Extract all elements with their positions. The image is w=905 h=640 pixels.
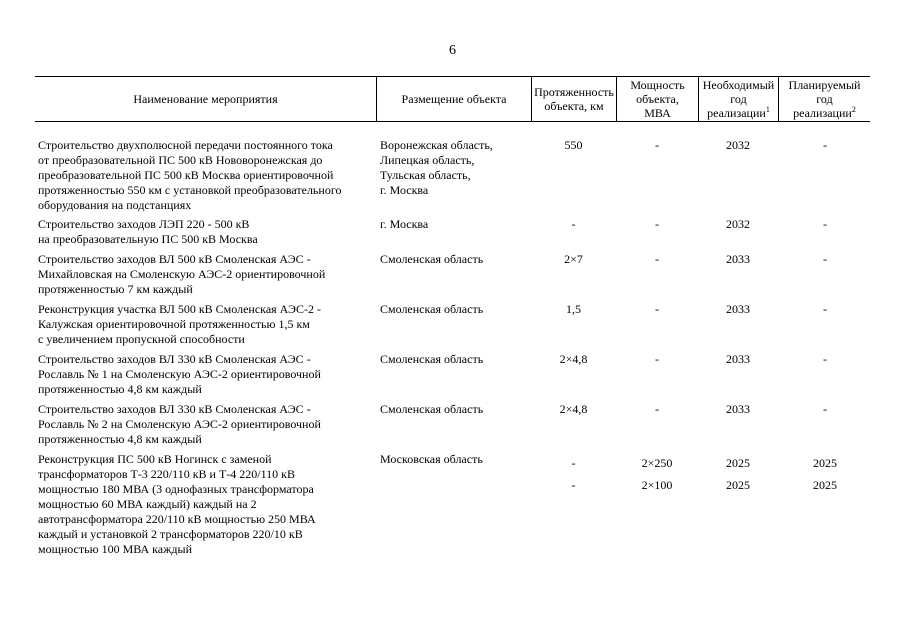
event-name-cell — [38, 402, 378, 447]
planned-year-cell: - — [823, 252, 827, 266]
location-line: Смоленская область — [380, 352, 484, 366]
event-name-line: мощностью 60 МВА каждый) каждый на 2 — [38, 497, 257, 511]
header-length-line: объекта, км — [544, 99, 604, 113]
required-year-cell: 2032 — [726, 217, 750, 231]
location-line: Смоленская область — [380, 302, 484, 316]
location-cell — [380, 402, 530, 417]
power-cell: - — [655, 352, 659, 366]
header-required-year-line: год — [730, 92, 747, 106]
footnote-marker: 1 — [765, 105, 770, 114]
event-name-line: Рославль № 1 на Смоленскую АЭС-2 ориентировочной — [38, 367, 321, 381]
planned-year-cell: - — [823, 138, 827, 152]
table-header-bottom-rule — [35, 121, 870, 122]
location-cell — [380, 252, 530, 267]
header-event-name-label: Наименование мероприятия — [133, 92, 278, 106]
event-name-line: Михайловская на Смоленскую АЭС-2 ориентировочной — [38, 267, 326, 281]
event-name-line: Рославль № 2 на Смоленскую АЭС-2 ориентировочной — [38, 417, 321, 431]
power-cell: - — [655, 302, 659, 316]
location-line: Смоленская область — [380, 402, 484, 416]
location-line: г. Москва — [380, 217, 429, 231]
planned-year-value: 2025 — [813, 478, 837, 492]
planned-year-cell: - — [823, 302, 827, 316]
length-cell: 2×4,8 — [559, 352, 588, 366]
power-cell: - — [655, 217, 659, 231]
required-year-value: 2025 — [726, 478, 750, 492]
power-cell: - — [655, 252, 659, 266]
event-name-line: протяженностью 4,8 км каждый — [38, 382, 202, 396]
event-name-cell — [38, 217, 378, 247]
header-length-line: Протяженность — [534, 85, 614, 99]
power-cell — [616, 452, 698, 496]
event-name-cell — [38, 302, 378, 347]
event-name-line: Строительство заходов ВЛ 330 кВ Смоленская АЭС - — [38, 402, 311, 416]
event-name-line: протяженностью 550 км с установкой преобразовательного — [38, 183, 342, 197]
event-name-cell — [38, 138, 378, 213]
length-cell: - — [571, 217, 576, 231]
event-name-line: Реконструкция участка ВЛ 500 кВ Смоленская АЭС-2 - — [38, 302, 321, 316]
event-name-line: Строительство заходов ВЛ 500 кВ Смоленская АЭС - — [38, 252, 311, 266]
required-year-cell: 2033 — [726, 302, 750, 316]
event-name-line: автотрансформатора 220/110 кВ мощностью 250 МВА — [38, 512, 316, 526]
header-planned-year-line: реализации — [793, 106, 852, 120]
power-value: 2×100 — [641, 478, 673, 492]
header-planned-year-line: год — [816, 92, 833, 106]
length-cell: 2×4,8 — [559, 402, 588, 416]
location-cell — [380, 302, 530, 317]
required-year-cell — [698, 452, 778, 496]
length-cell: 2×7 — [564, 252, 583, 266]
event-name-line: от преобразовательной ПС 500 кВ Нововоронежская до — [38, 153, 323, 167]
header-location-label: Размещение объекта — [401, 92, 507, 106]
location-line: г. Москва — [380, 183, 429, 197]
event-name-line: Строительство двухполюсной передачи постоянного тока — [38, 138, 333, 152]
event-name-line: Строительство заходов ЛЭП 220 - 500 кВ — [38, 217, 250, 231]
event-name-line: преобразовательной ПС 500 кВ Москва ориентировочной — [38, 168, 334, 182]
header-required-year-line: Необходимый — [702, 78, 775, 92]
event-name-line: трансформаторов Т-3 220/110 кВ и Т-4 220/110 кВ — [38, 467, 296, 481]
header-event-name — [35, 77, 376, 121]
event-name-line: каждый и установкой 2 трансформаторов 220/10 кВ — [38, 527, 303, 541]
event-name-line: протяженностью 7 км каждый — [38, 282, 193, 296]
header-power-line: объекта, — [636, 92, 679, 106]
location-cell — [380, 352, 530, 367]
length-cell: 550 — [564, 138, 583, 152]
required-year-value: 2025 — [726, 456, 750, 470]
header-location — [377, 77, 531, 121]
event-name-line: на преобразовательную ПС 500 кВ Москва — [38, 232, 258, 246]
location-line: Тульская область, — [380, 168, 471, 182]
event-name-cell — [38, 452, 378, 557]
location-line: Московская область — [380, 452, 483, 466]
planned-year-cell: - — [823, 352, 827, 366]
event-name-line: с увеличением пропускной способности — [38, 332, 245, 346]
location-cell — [380, 452, 530, 467]
required-year-cell: 2033 — [726, 402, 750, 416]
header-length — [532, 77, 616, 121]
length-cell — [531, 452, 616, 496]
event-name-line: оборудования на подстанциях — [38, 198, 192, 212]
header-required-year-line: реализации — [707, 106, 766, 120]
header-power-line: МВА — [644, 106, 671, 120]
required-year-cell: 2033 — [726, 352, 750, 366]
required-year-cell: 2033 — [726, 252, 750, 266]
event-name-line: Калужская ориентировочной протяженностью 1,5 км — [38, 317, 310, 331]
planned-year-value: 2025 — [813, 456, 837, 470]
header-planned-year — [779, 77, 870, 121]
planned-year-cell: - — [823, 402, 827, 416]
power-cell: - — [655, 402, 659, 416]
required-year-cell: 2032 — [726, 138, 750, 152]
planned-year-cell: - — [823, 217, 827, 231]
length-value: - — [571, 456, 576, 470]
event-name-line: мощностью 100 МВА каждый — [38, 542, 193, 556]
event-name-line: мощностью 180 МВА (3 однофазных трансформатора — [38, 482, 314, 496]
location-line: Воронежская область, — [380, 138, 493, 152]
header-power-line: Мощность — [630, 78, 685, 92]
length-value: - — [571, 478, 576, 492]
location-cell — [380, 217, 530, 232]
header-power — [617, 77, 698, 121]
power-value: 2×250 — [641, 456, 673, 470]
event-name-cell — [38, 352, 378, 397]
location-line: Смоленская область — [380, 252, 484, 266]
header-planned-year-line: Планируемый — [788, 78, 861, 92]
location-cell — [380, 138, 530, 198]
event-name-line: Реконструкция ПС 500 кВ Ногинск с заменой — [38, 452, 272, 466]
header-required-year — [699, 77, 778, 121]
page-number: 6 — [449, 43, 456, 58]
location-line: Липецкая область, — [380, 153, 475, 167]
event-name-cell — [38, 252, 378, 297]
event-name-line: Строительство заходов ВЛ 330 кВ Смоленская АЭС - — [38, 352, 311, 366]
planned-year-cell — [778, 452, 872, 496]
event-name-line: протяженностью 4,8 км каждый — [38, 432, 202, 446]
power-cell: - — [655, 138, 659, 152]
footnote-marker: 2 — [851, 105, 856, 114]
length-cell: 1,5 — [566, 302, 581, 316]
